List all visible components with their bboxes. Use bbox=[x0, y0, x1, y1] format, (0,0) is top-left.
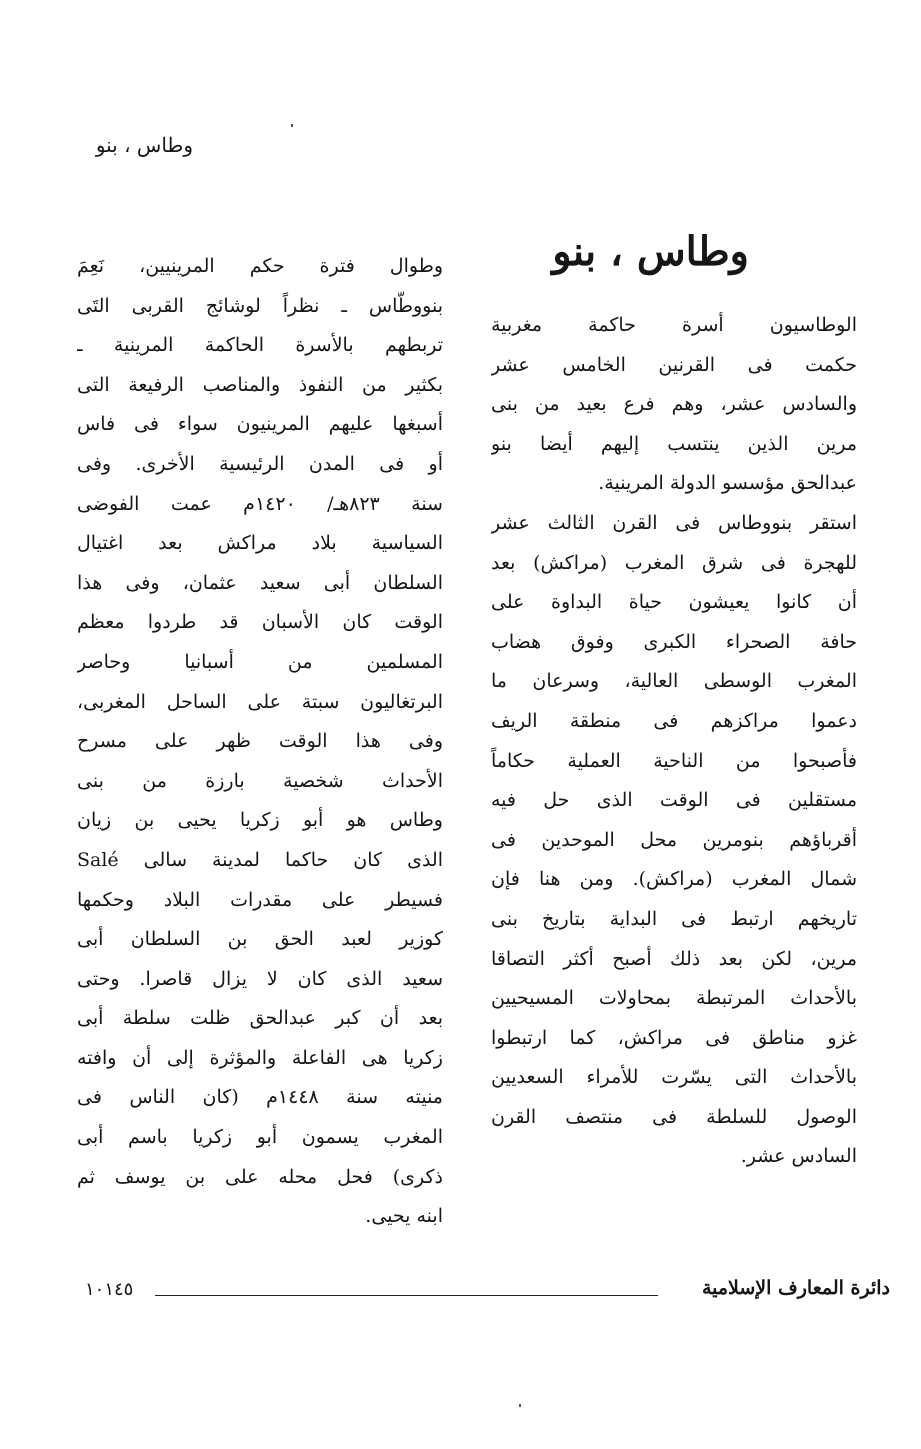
running-head: وطاس ، بنو bbox=[95, 133, 193, 157]
text-line: حافة الصحراء الكبرى وفوق هضاب bbox=[491, 630, 857, 653]
text-line: أسبغها عليهم المرينيون سواء فى فاس bbox=[77, 413, 443, 436]
text-line: بنووطّاس ـ نظراً لوشائج القربى التَى bbox=[77, 294, 443, 317]
text-line: فسيطر على مقدرات البلاد وحكمها bbox=[77, 888, 443, 911]
text-line: تاريخهم ارتبط فى البداية بتاريخ بنى bbox=[491, 907, 857, 930]
text-line: ذكرى) فحل محله على بن يوسف ثم bbox=[77, 1165, 443, 1188]
text-line: الذى كان حاكما لمدينة سالى Salé bbox=[77, 848, 443, 871]
text-line: تربطهم بالأسرة الحاكمة المرينية ـ bbox=[77, 334, 443, 357]
text-line: شمال المغرب (مراكش). ومن هنا فإن bbox=[491, 868, 857, 891]
text-line: للهجرة فى شرق المغرب (مراكش) بعد bbox=[491, 551, 857, 574]
text-line: وطوال فترة حكم المرينيين، نَعِمَ bbox=[77, 255, 443, 277]
text-line: الوصول للسلطة فى منتصف القرن bbox=[491, 1105, 857, 1128]
footer-rule bbox=[155, 1295, 658, 1296]
left-column bbox=[77, 247, 443, 1237]
right-column bbox=[491, 306, 857, 1177]
text-line: حكمت فى القرنين الخامس عشر bbox=[491, 353, 857, 376]
text-line: بالأحداث المرتبطة بمحاولات المسيحيين bbox=[491, 987, 857, 1010]
scan-speck bbox=[519, 1404, 521, 1407]
text-line: الأحداث شخصية بارزة من بنى bbox=[77, 769, 443, 792]
text-line: غزو مناطق فى مراكش، كما ارتبطوا bbox=[491, 1026, 857, 1049]
text-line: دعموا مراكزهم فى منطقة الريف bbox=[491, 709, 857, 732]
text-line: السادس عشر. bbox=[740, 1145, 857, 1168]
text-line: الوقت كان الأسبان قد طردوا معظم bbox=[77, 611, 443, 634]
scan-speck bbox=[291, 124, 293, 127]
text-line: بالأحداث التى يسّرت للأمراء السعديين bbox=[491, 1066, 857, 1089]
publication-title: دائرة المعارف الإسلامية bbox=[701, 1277, 890, 1299]
text-line: وفى هذا الوقت ظهر على مسرح bbox=[77, 730, 443, 753]
article-title: وطاس ، بنو bbox=[552, 228, 749, 275]
text-line: كوزير لعبد الحق بن السلطان أبى bbox=[77, 928, 443, 951]
text-line: سعيد الذى كان لا يزال قاصرا. وحتى bbox=[77, 967, 443, 990]
text-line: المسلمين من أسبانيا وحاصر bbox=[77, 650, 443, 673]
text-line: مرين، لكن بعد ذلك أصبح أكثر التصاقا bbox=[491, 947, 857, 970]
text-line: منيته سنة ١٤٤٨م (كان الناس فى bbox=[77, 1086, 443, 1109]
text-line: مرين الذين ينتسب إليهم أيضا بنو bbox=[491, 432, 857, 455]
text-line: أن كانوا يعيشون حياة البداوة على bbox=[491, 591, 857, 614]
text-line: وطاس هو أبو زكريا يحيى بن زيان bbox=[77, 809, 443, 832]
text-line: سنة ٨٢٣هـ/ ١٤٢٠م عمت الفوضى bbox=[77, 492, 443, 515]
text-line: عبدالحق مؤسسو الدولة المرينية. bbox=[598, 472, 857, 495]
page-footer bbox=[85, 1277, 890, 1307]
text-line: أو فى المدن الرئيسية الأخرى. وفى bbox=[77, 452, 443, 475]
text-line: السياسية بلاد مراكش بعد اغتيال bbox=[77, 532, 443, 555]
text-line: ابنه يحيى. bbox=[365, 1205, 443, 1228]
text-line: بعد أن كبر عبدالحق ظلت سلطة أبى bbox=[77, 1007, 443, 1030]
text-line: الوطاسيون أسرة حاكمة مغربية bbox=[491, 314, 857, 336]
text-line: البرتغاليون سبتة على الساحل المغربى، bbox=[77, 690, 443, 713]
text-line: بكثير من النفوذ والمناصب الرفيعة التى bbox=[77, 373, 443, 396]
text-line: المغرب يسمون أبو زكريا باسم أبى bbox=[77, 1126, 443, 1149]
text-line: المغرب الوسطى العالية، وسرعان ما bbox=[491, 670, 857, 693]
text-line: زكريا هى الفاعلة والمؤثرة إلى أن وافته bbox=[77, 1046, 443, 1069]
page-number: ١٠١٤٥ bbox=[85, 1279, 134, 1300]
text-line: والسادس عشر، وهم فرع بعيد من بنى bbox=[491, 393, 857, 416]
text-line: مستقلين فى الوقت الذى حل فيه bbox=[491, 789, 857, 812]
text-line: فأصبحوا من الناحية العملية حكاماً bbox=[491, 749, 857, 772]
text-line: استقر بنووطاس فى القرن الثالث عشر bbox=[491, 511, 857, 534]
text-line: أقرباؤهم بنومرين محل الموحدين فى bbox=[491, 828, 857, 851]
text-line: السلطان أبى سعيد عثمان، وفى هذا bbox=[77, 571, 443, 594]
